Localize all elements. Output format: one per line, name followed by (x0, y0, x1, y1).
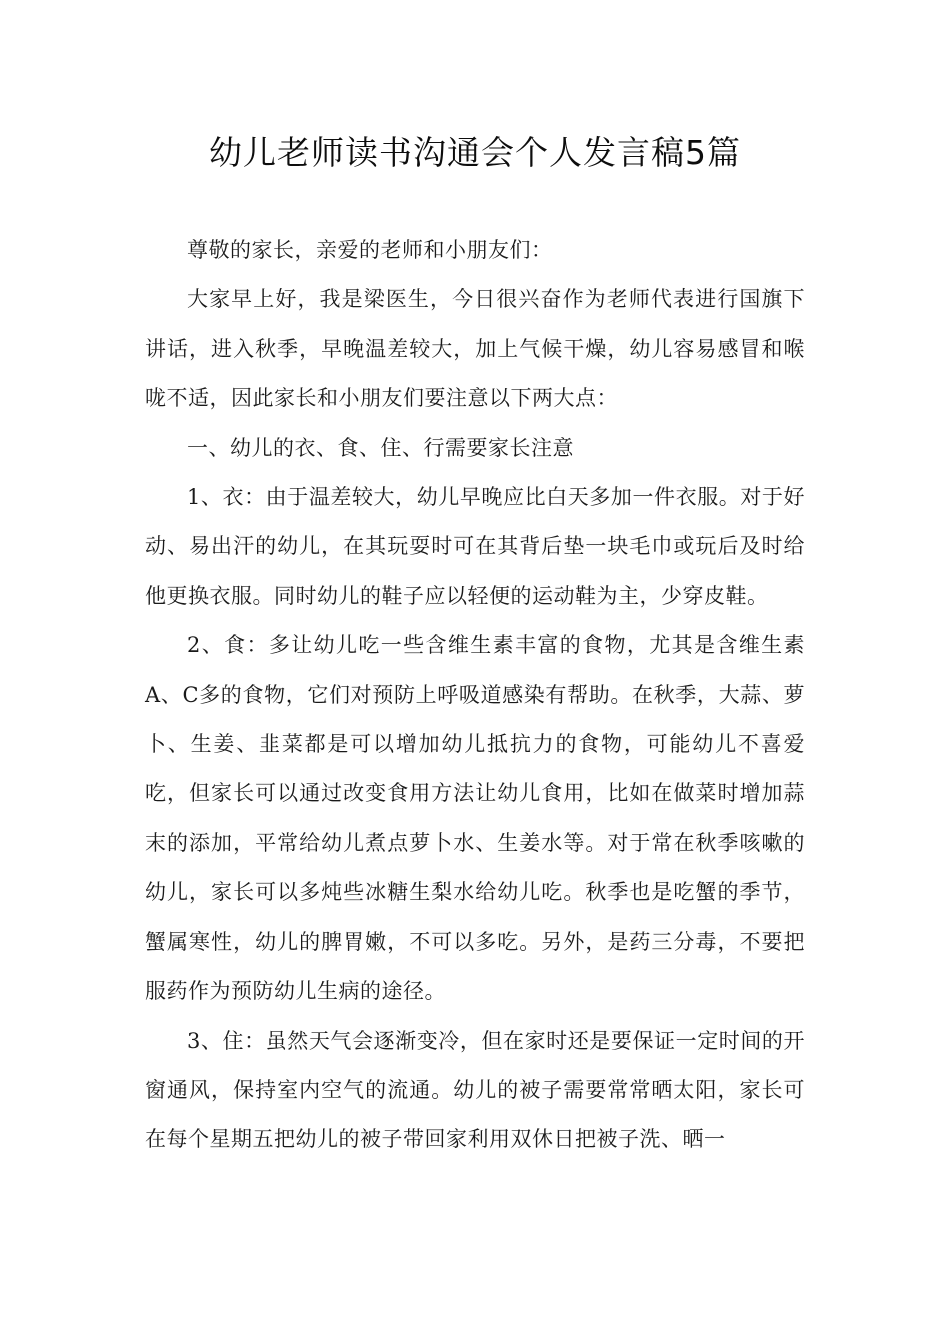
document-title: 幼儿老师读书沟通会个人发言稿5篇 (209, 133, 741, 172)
salutation-paragraph: 尊敬的家长，亲爱的老师和小朋友们： (187, 238, 553, 262)
clothing-paragraph: 1、衣：由于温差较大，幼儿早晚应比白天多加一件衣服。对于好动、易出汗的幼儿，在其玩耍时可在其背后垫一块毛巾或玩后及时给他更换衣服。同时幼儿的鞋子应以轻便的运动鞋为主，少穿皮鞋。 (145, 485, 805, 608)
housing-paragraph: 3、住：虽然天气会逐渐变冷，但在家时还是要保证一定时间的开窗通风，保持室内空气的流通。幼儿的被子需要常常晒太阳，家长可在每个星期五把幼儿的被子带回家利用双休日把被子洗、晒一 (145, 1028, 805, 1152)
food-paragraph: 2、食：多让幼儿吃一些含维生素丰富的食物，尤其是含维生素A、C多的食物，它们对预防上呼吸道感染有帮助。在秋季，大蒜、萝卜、生姜、韭菜都是可以增加幼儿抵抗力的食物，可能幼儿不喜爱吃，但家长可以通过改变食用方法让幼儿食用，比如在做菜时增加蒜末的添加，平常给幼儿煮点萝卜水、生姜水等。对于常在秋季咳嗽的幼儿，家长可以多炖些冰糖生梨水给幼儿吃。秋季也是吃蟹的季节，蟹属寒性，幼儿的脾胃嫩，不可以多吃。另外，是药三分毒，不要把服药作为预防幼儿生病的途径。 (145, 633, 805, 1004)
section-heading: 一、幼儿的衣、食、住、行需要家长注意 (187, 435, 574, 460)
opening-paragraph: 大家早上好，我是梁医生，今日很兴奋作为老师代表进行国旗下讲话，进入秋季，早晚温差较大，加上气候干燥，幼儿容易感冒和喉咙不适，因此家长和小朋友们要注意以下两大点： (145, 287, 805, 411)
document-body (145, 226, 805, 1165)
